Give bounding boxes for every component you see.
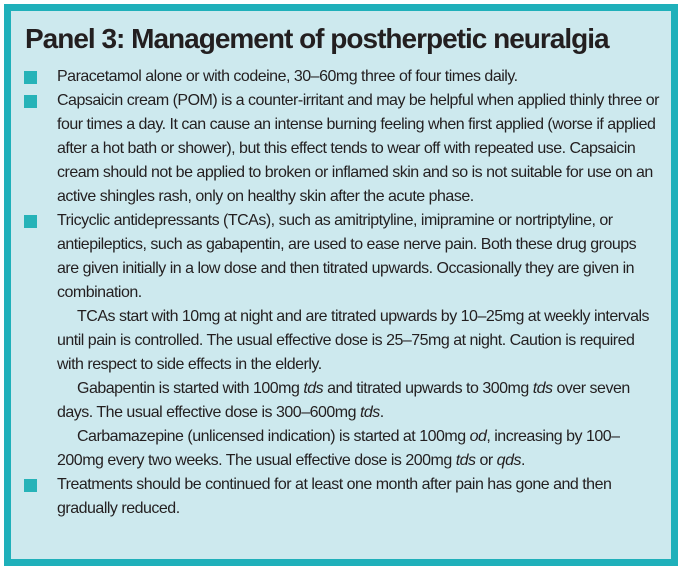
panel [4,4,678,566]
item-paragraph: Paracetamol alone or with codeine, 30–60mg three of four times daily. [57,67,518,85]
list-item [24,209,659,473]
panel-title: Panel 3: Management of postherpetic neuralgia [25,23,609,54]
sub-paragraph: TCAs start with 10mg at night and are titrated upwards by 10–25mg at weekly intervals until pain is controlled. The usual effective dose is 25–75mg at night. Caution is required with respect to side effects in the elderly. [57,307,650,373]
list-item-text [57,89,659,209]
list-item [24,473,659,521]
bullet-square-icon [24,215,37,228]
item-paragraph: Tricyclic antidepressants (TCAs), such as amitriptyline, imipramine or nortriptyline, or antiepileptics, such as gabapentin, are used to ease nerve pain. Both these drug groups are given initially in a low dose and then titrated upwards. Occasionally they are given in combination. [57,211,637,301]
list-item-text [57,65,659,89]
sub-paragraph: Carbamazepine (unlicensed indication) is started at 100mg od, increasing by 100–200mg every two weeks. The usual effective dose is 200mg tds or qds. [57,427,620,469]
item-paragraph: Capsaicin cream (POM) is a counter-irritant and may be helpful when applied thinly three or four times a day. It can cause an intense burning feeling when first applied (worse if applied after a hot bath or shower), but this effect tends to wear off with repeated use. Capsaicin cream should not be applied to broken or inflamed skin and so is not suitable for use on an active shingles rash, only on healthy skin after the acute phase. [57,91,659,205]
sub-paragraph: Gabapentin is started with 100mg tds and titrated upwards to 300mg tds over seven days. The usual effective dose is 300–600mg tds. [57,379,630,421]
bullet-square-icon [24,95,37,108]
list-item-text [57,209,659,473]
list-item [24,89,659,209]
list-item [24,65,659,89]
bullet-list [24,65,659,521]
bullet-square-icon [24,479,37,492]
bullet-square-icon [24,71,37,84]
list-item-text [57,473,659,521]
item-paragraph: Treatments should be continued for at least one month after pain has gone and then gradually reduced. [57,475,612,517]
